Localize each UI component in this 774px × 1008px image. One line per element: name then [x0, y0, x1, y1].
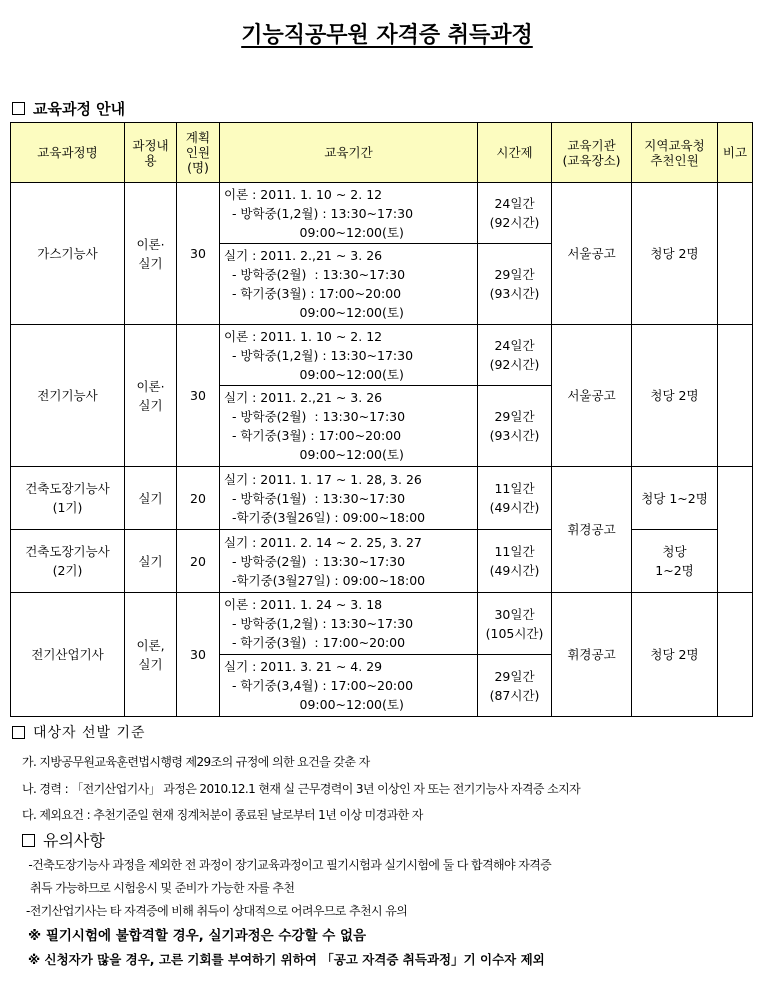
course-name: 전기산업기사 — [11, 593, 125, 717]
remark — [718, 183, 753, 325]
course-name: 가스기능사 — [11, 183, 125, 325]
table-header-row — [11, 123, 753, 183]
course-content: 이론, 실기 — [125, 593, 177, 717]
header-rec: 지역교육청 추천인원 — [632, 123, 718, 183]
course-content: 이론· 실기 — [125, 183, 177, 325]
recommend-count: 청당 1~2명 — [632, 467, 718, 530]
plan-count: 30 — [177, 183, 220, 325]
hours-theory: 24일간 (92시간) — [478, 325, 552, 386]
period-practice: 실기 : 2011. 1. 17 ~ 1. 28, 3. 26 - 방학중(1월) : 13:30~17:30 -학기중(3월26일) : 09:00~18:00 — [220, 467, 478, 530]
section-precautions: 유의사항 — [22, 828, 105, 851]
recommend-count: 청당 2명 — [632, 325, 718, 467]
table-row — [11, 530, 753, 593]
criteria-item: 나. 경력 : 「전기산업기사」 과정은 2010.12.1 현재 실 근무경력이 3년 이상인 자 또는 전기기능사 자격증 소지자 — [22, 782, 581, 796]
period-theory: 이론 : 2011. 1. 10 ~ 2. 12 - 방학중(1,2월) : 13:30~17:30 09:00~12:00(토) — [220, 325, 478, 386]
table-row — [11, 593, 753, 655]
remark — [718, 325, 753, 467]
institution: 휘경공고 — [552, 467, 632, 593]
course-content: 실기 — [125, 467, 177, 530]
course-name: 전기기능사 — [11, 325, 125, 467]
table-row — [11, 467, 753, 530]
criteria-item: 다. 제외요건 : 추천기준일 현재 징계처분이 종료된 날로부터 1년 이상 미경과한 자 — [22, 808, 423, 822]
period-theory: 이론 : 2011. 1. 10 ~ 2. 12 - 방학중(1,2월) : 13:30~17:30 09:00~12:00(토) — [220, 183, 478, 244]
plan-count: 20 — [177, 467, 220, 530]
remark — [718, 593, 753, 717]
header-course: 교육과정명 — [11, 123, 125, 183]
header-note: 비고 — [718, 123, 753, 183]
checkbox-square-icon — [12, 102, 25, 115]
precaution-item: -건축도장기능사 과정을 제외한 전 과정이 장기교육과정이고 필기시험과 실기시험에 둘 다 합격해야 자격증 — [22, 858, 552, 872]
period-practice: 실기 : 2011. 2. 14 ~ 2. 25, 3. 27 - 방학중(2월) : 13:30~17:30 -학기중(3월27일) : 09:00~18:00 — [220, 530, 478, 593]
course-content: 이론· 실기 — [125, 325, 177, 467]
checkbox-square-icon — [12, 726, 25, 739]
hours-practice: 11일간 (49시간) — [478, 530, 552, 593]
hours-theory: 24일간 (92시간) — [478, 183, 552, 244]
hours-practice: 29일간 (87시간) — [478, 655, 552, 717]
course-name: 건축도장기능사 (2기) — [11, 530, 125, 593]
header-plan: 계획 인원 (명) — [177, 123, 220, 183]
header-inst: 교육기관 (교육장소) — [552, 123, 632, 183]
course-table — [10, 122, 753, 717]
recommend-count: 청당 2명 — [632, 593, 718, 717]
course-name: 건축도장기능사 (1기) — [11, 467, 125, 530]
period-practice: 실기 : 2011. 2.,21 ~ 3. 26 - 방학중(2월) : 13:30~17:30 - 학기중(3월) : 17:00~20:00 09:00~12:00(토) — [220, 386, 478, 467]
header-content: 과정내 용 — [125, 123, 177, 183]
criteria-item: 가. 지방공무원교육훈련법시행령 제29조의 규정에 의한 요건을 갖춘 자 — [22, 755, 370, 769]
institution: 휘경공고 — [552, 593, 632, 717]
institution: 서울공고 — [552, 325, 632, 467]
header-period: 교육기간 — [220, 123, 478, 183]
plan-count: 30 — [177, 593, 220, 717]
remark — [718, 467, 753, 593]
recommend-count: 청당 2명 — [632, 183, 718, 325]
warning-text: ※ 신청자가 많을 경우, 고른 기회를 부여하기 위하여 「공고 자격증 취득과정」기 이수자 제외 — [28, 952, 545, 967]
institution: 서울공고 — [552, 183, 632, 325]
hours-practice: 29일간 (93시간) — [478, 244, 552, 325]
period-practice: 실기 : 2011. 2.,21 ~ 3. 26 - 방학중(2월) : 13:30~17:30 - 학기중(3월) : 17:00~20:00 09:00~12:00(토) — [220, 244, 478, 325]
hours-practice: 29일간 (93시간) — [478, 386, 552, 467]
recommend-count: 청당 1~2명 — [632, 530, 718, 593]
table-row — [11, 325, 753, 386]
course-content: 실기 — [125, 530, 177, 593]
checkbox-square-icon — [22, 834, 35, 847]
section-selection-criteria: 대상자 선발 기준 — [12, 722, 146, 742]
header-hours: 시간제 — [478, 123, 552, 183]
period-practice: 실기 : 2011. 3. 21 ~ 4. 29 - 학기중(3,4월) : 17:00~20:00 09:00~12:00(토) — [220, 655, 478, 717]
plan-count: 30 — [177, 325, 220, 467]
page-title: 기능직공무원 자격증 취득과정 — [241, 23, 533, 48]
hours-practice: 11일간 (49시간) — [478, 467, 552, 530]
hours-theory: 30일간 (105시간) — [478, 593, 552, 655]
plan-count: 20 — [177, 530, 220, 593]
period-theory: 이론 : 2011. 1. 24 ~ 3. 18 - 방학중(1,2월) : 13:30~17:30 - 학기중(3월) : 17:00~20:00 — [220, 593, 478, 655]
warning-text: ※ 필기시험에 불합격할 경우, 실기과정은 수강할 수 없음 — [28, 928, 367, 944]
table-row — [11, 183, 753, 244]
precaution-item: -전기산업기사는 타 자격증에 비해 취득이 상대적으로 어려우므로 추천시 유의 — [26, 904, 408, 918]
precaution-item: 취득 가능하므로 시험응시 및 준비가 가능한 자를 추천 — [30, 881, 295, 895]
section-course-info: 교육과정 안내 — [12, 98, 125, 119]
